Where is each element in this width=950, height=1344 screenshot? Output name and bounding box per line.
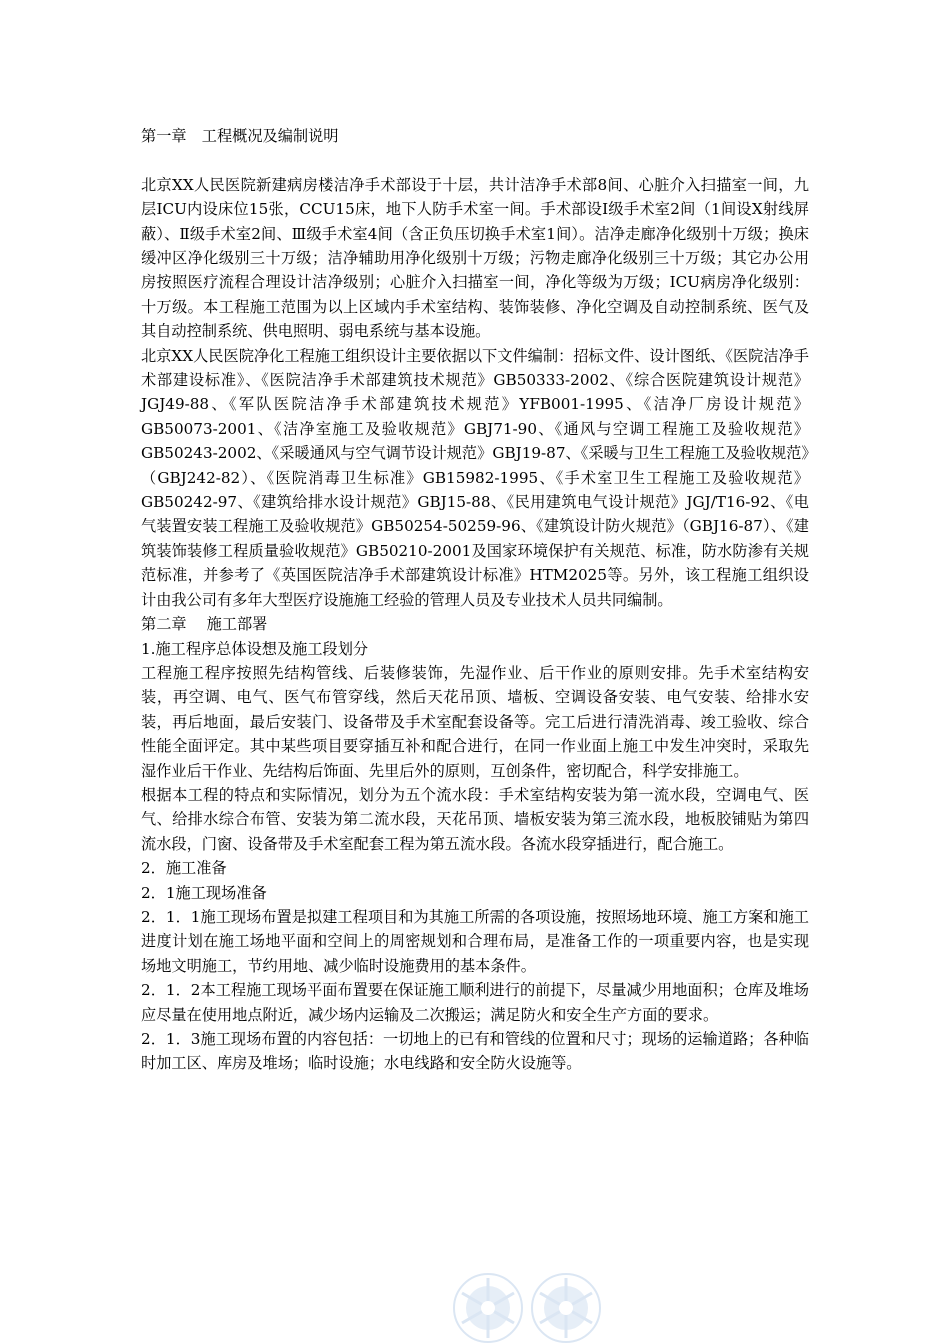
section-2-1-heading: 2．1施工现场准备 (141, 883, 267, 902)
document-body (141, 124, 809, 1076)
paragraph-2-1-1: 2．1．1施工现场布置是拟建工程项目和为其施工所需的各项设施，按照场地环境、施工方案和施工进度计划在施工场地平面和空间上的周密规划和合理布局，是准备工作的一项重要内容，也是实现场地文明施工，节约用地、减少临时设施费用的基本条件。 (141, 907, 809, 975)
section-2-heading: 2．施工准备 (141, 859, 227, 878)
chapter-1-title: 第一章 工程概况及编制说明 (141, 127, 339, 145)
paragraph-2-1-2: 2．1．2本工程施工现场平面布置要在保证施工顺利进行的前提下，尽量减少用地面积；仓库及堆场应尽量在使用地点附近，减少场内运输及二次搬运；满足防火和安全生产方面的要求。 (141, 981, 809, 1024)
paragraph-2-1-3: 2．1．3施工现场布置的内容包括：一切地上的已有和管线的位置和尺寸；现场的运输道路；各种临时加工区、库房及堆场；临时设施；水电线路和安全防火设施等。 (141, 1030, 809, 1073)
paragraph-project-overview: 北京XX人民医院新建病房楼洁净手术部设于十层，共计洁净手术部8间、心脏介入扫描室一间，九层ICU内设床位15张，CCU15床，地下人防手术室一间。手术部设Ⅰ级手术室2间（1间设X射线屏蔽）、Ⅱ级手术室2间、Ⅲ级手术室4间（含正负压切换手术室1间）。洁净走廊净化级别十万级；换床缓冲区净化级别三十万级；洁净辅助用净化级别十万级；污物走廊净化级别三十万级；其它办公用房按照医疗流程合理设计洁净级别；心脏介入扫描室一间，净化等级为万级；ICU病房净化级别：十万级。本工程施工范围为以上区域内手术室结构、装饰装修、净化空调及自动控制系统、医气及其自动控制系统、供电照明、弱电系统与基本设施。 (141, 175, 809, 341)
watermark-logo (452, 1270, 602, 1344)
paragraph-construction-sequence: 工程施工程序按照先结构管线、后装修装饰，先湿作业、后干作业的原则安排。先手术室结构安装，再空调、电气、医气布管穿线，然后天花吊顶、墙板、空调设备安装、电气安装、给排水安装，再后地面，最后安装门、设备带及手术室配套设备等。完工后进行清洗消毒、竣工验收、综合性能全面评定。其中某些项目要穿插互补和配合进行，在同一作业面上施工中发生冲突时，采取先湿作业后干作业、先结构后饰面、先里后外的原则，互创条件，密切配合，科学安排施工。 (141, 663, 809, 780)
snowflake-watermark-icon (452, 1270, 602, 1344)
paragraph-reference-standards: 北京XX人民医院净化工程施工组织设计主要依据以下文件编制：招标文件、设计图纸、《医院洁净手术部建设标准》、《医院洁净手术部建筑技术规范》GB50333-2002、《综合医院建筑设计规范》JGJ49-88、《军队医院洁净手术部建筑技术规范》YFB001-1995、《洁净厂房设计规范》GB50073-2001、《洁净室施工及验收规范》GBJ71-90、《通风与空调工程施工及验收规范》GB50243-2002、《采暖通风与空气调节设计规范》GBJ19-87、《采暖与卫生工程施工及验收规范》（GBJ242-82）、《医院消毒卫生标准》GB15982-1995、《手术室卫生工程施工及验收规范》GB50242-97、《建筑给排水设计规范》GBJ15-88、《民用建筑电气设计规范》JGJ/T16-92、《电气装置安装工程施工及验收规范》GB50254-50259-96、《建筑设计防火规范》（GBJ16-87）、《建筑装饰装修工程质量验收规范》GB50210-2001及国家环境保护有关规范、标准，防水防渗有关规范标准，并参考了《英国医院洁净手术部建筑设计标准》HTM2025等。另外，该工程施工组织设计由我公司有多年大型医疗设施施工经验的管理人员及专业技术人员共同编制。 (141, 346, 809, 609)
section-1-heading: 1.施工程序总体设想及施工段划分 (141, 639, 369, 658)
paragraph-flow-sections: 根据本工程的特点和实际情况，划分为五个流水段：手术室结构安装为第一流水段，空调电气、医气、给排水综合布管、安装为第二流水段，天花吊顶、墙板安装为第三流水段，地板胶铺贴为第四流水段，门窗、设备带及手术室配套工程为第五流水段。各流水段穿插进行，配合施工。 (141, 785, 809, 853)
chapter-2-title: 第二章 施工部署 (141, 615, 268, 634)
